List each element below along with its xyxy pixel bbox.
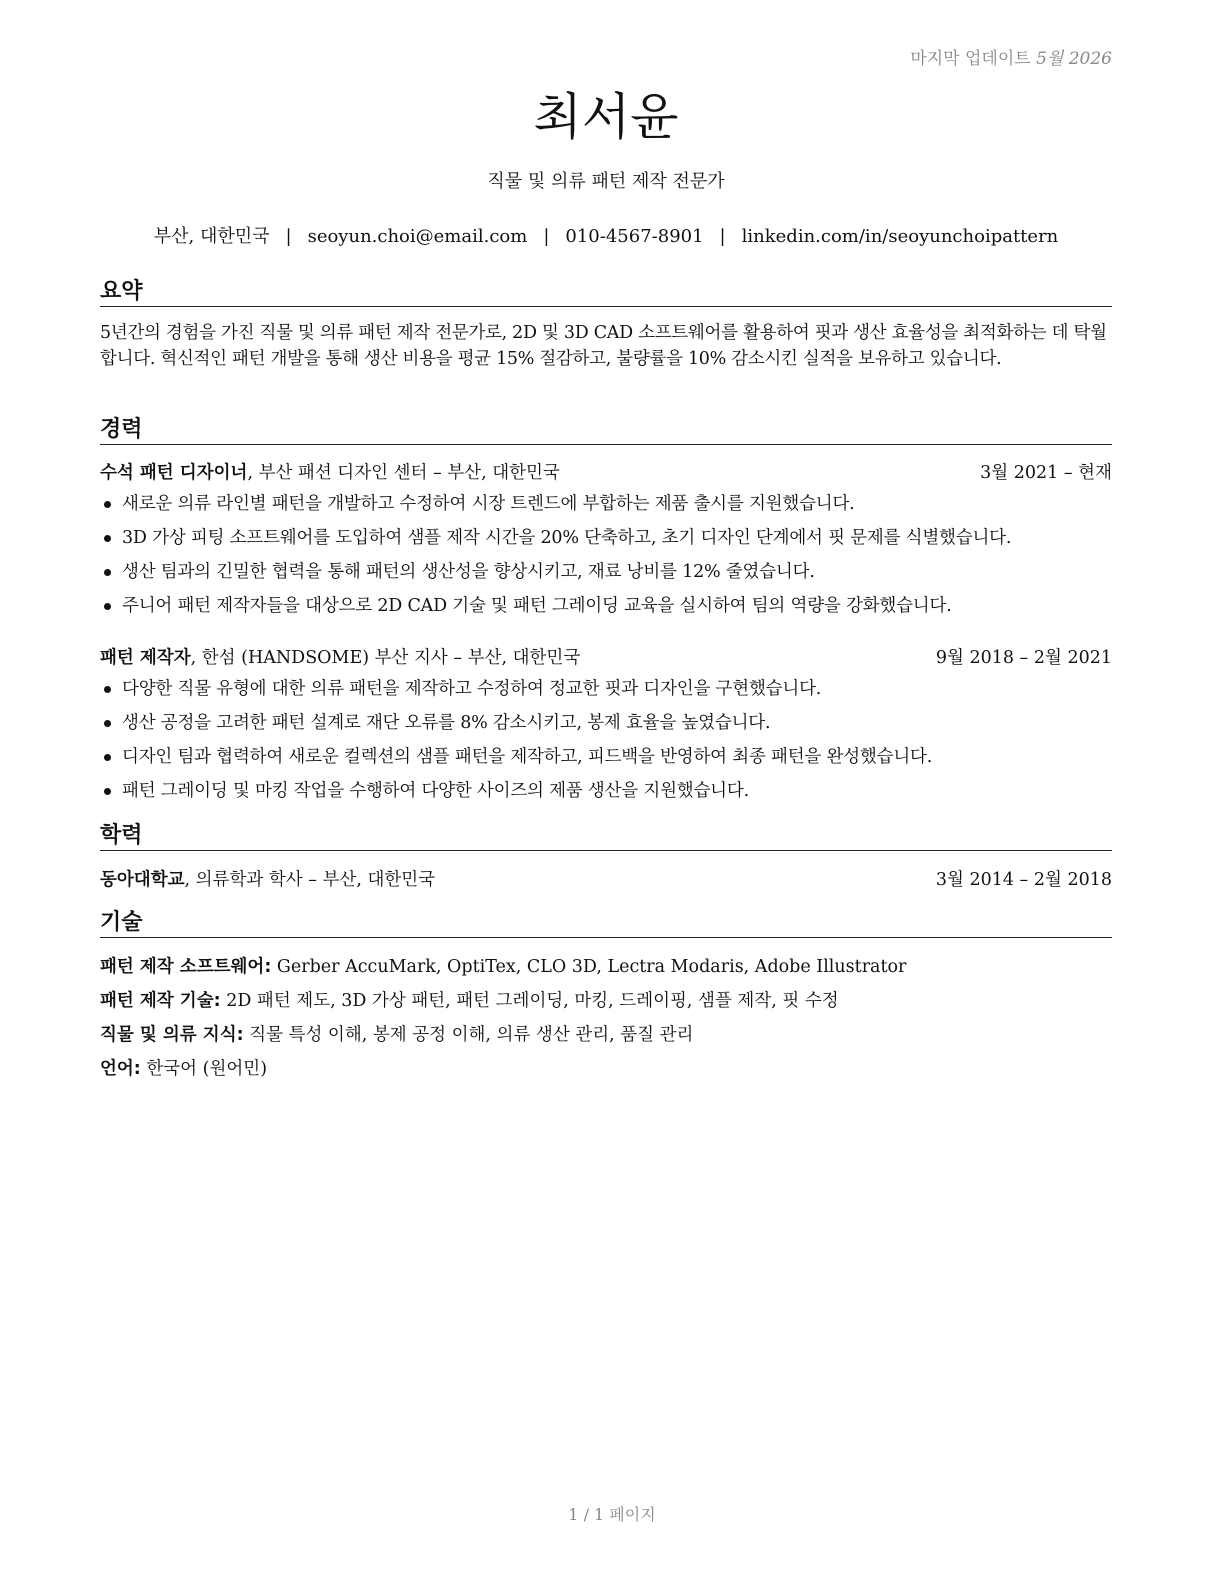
- last-updated-label: 마지막 업데이트: [910, 49, 1031, 69]
- list-item: 3D 가상 피팅 소프트웨어를 도입하여 샘플 제작 시간을 20% 단축하고, 초기 디자인 단계에서 핏 문제를 식별했습니다.: [100, 525, 1112, 559]
- job-title: 패턴 제작자: [100, 648, 191, 668]
- list-item: 주니어 패턴 제작자들을 대상으로 2D CAD 기술 및 패턴 그레이딩 교육을 실시하여 팀의 역량을 강화했습니다.: [100, 593, 1112, 627]
- skill-row: [100, 988, 1112, 1022]
- experience-entry-header: [100, 645, 1112, 671]
- list-item: 새로운 의류 라인별 패턴을 개발하고 수정하여 시장 트렌드에 부합하는 제품 출시를 지원했습니다.: [100, 491, 1112, 525]
- contact-phone: 010-4567-8901: [565, 226, 704, 247]
- skill-label: 패턴 제작 소프트웨어:: [100, 957, 272, 977]
- list-item: 다양한 직물 유형에 대한 의류 패턴을 제작하고 수정하여 정교한 핏과 디자인을 구현했습니다.: [100, 676, 1112, 710]
- list-item: 패턴 그레이딩 및 마킹 작업을 수행하여 다양한 사이즈의 제품 생산을 지원했습니다.: [100, 778, 1112, 812]
- skills-list: [100, 954, 1112, 1090]
- experience-entry-header: [100, 460, 1112, 486]
- list-item: 디자인 팀과 협력하여 새로운 컬렉션의 샘플 패턴을 제작하고, 피드백을 반영하여 최종 패턴을 완성했습니다.: [100, 744, 1112, 778]
- skill-row: [100, 1022, 1112, 1056]
- school-name: 동아대학교: [100, 870, 185, 890]
- section-title-experience: 경력: [100, 416, 1112, 445]
- candidate-headline: 직물 및 의류 패턴 제작 전문가: [487, 171, 725, 192]
- list-item: 생산 팀과의 긴밀한 협력을 통해 패턴의 생산성을 향상시키고, 재료 낭비를 12% 줄였습니다.: [100, 559, 1112, 593]
- skill-label: 패턴 제작 기술:: [100, 991, 221, 1011]
- skill-label: 직물 및 의류 지식:: [100, 1025, 244, 1045]
- job-org: , 부산 패션 디자인 센터 – 부산, 대한민국: [247, 463, 560, 483]
- skill-row: [100, 954, 1112, 988]
- education-dates: 3월 2014 – 2월 2018: [935, 870, 1112, 890]
- section-title-skills: 기술: [100, 909, 1112, 938]
- job-dates: 3월 2021 – 현재: [980, 463, 1112, 483]
- section-title-summary: 요약: [100, 278, 1112, 307]
- skill-value: 직물 특성 이해, 봉제 공정 이해, 의류 생산 관리, 품질 관리: [243, 1025, 694, 1045]
- contact-line: [100, 224, 1112, 250]
- contact-linkedin[interactable]: linkedin.com/in/seoyunchoipattern: [741, 226, 1059, 247]
- section-title-education: 학력: [100, 822, 1112, 851]
- contact-separator: |: [543, 226, 550, 247]
- skill-value: 한국어 (원어민): [140, 1059, 268, 1079]
- education-entry: [100, 867, 1112, 893]
- contact-separator: |: [285, 226, 292, 247]
- experience-bullets: [100, 676, 1112, 812]
- list-item: 생산 공정을 고려한 패턴 설계로 재단 오류를 8% 감소시키고, 봉제 효율을 높였습니다.: [100, 710, 1112, 744]
- experience-bullets: [100, 491, 1112, 627]
- skill-row: [100, 1056, 1112, 1090]
- last-updated: [910, 44, 1112, 69]
- contact-email[interactable]: seoyun.choi@email.com: [307, 226, 528, 247]
- skill-value: Gerber AccuMark, OptiTex, CLO 3D, Lectra Modaris, Adobe Illustrator: [271, 957, 907, 977]
- candidate-name: 최서윤: [533, 88, 679, 146]
- page-number: 1 / 1 페이지: [568, 1505, 656, 1524]
- contact-separator: |: [719, 226, 726, 247]
- job-title: 수석 패턴 디자이너: [100, 463, 248, 483]
- job-dates: 9월 2018 – 2월 2021: [935, 648, 1112, 668]
- skill-value: 2D 패턴 제도, 3D 가상 패턴, 패턴 그레이딩, 마킹, 드레이핑, 샘플 제작, 핏 수정: [220, 991, 839, 1011]
- job-org: , 한섬 (HANDSOME) 부산 지사 – 부산, 대한민국: [190, 648, 581, 668]
- last-updated-date: 5월 2026: [1036, 49, 1112, 69]
- skill-label: 언어:: [100, 1059, 141, 1079]
- summary-text: 5년간의 경험을 가진 직물 및 의류 패턴 제작 전문가로, 2D 및 3D CAD 소프트웨어를 활용하여 핏과 생산 효율성을 최적화하는 데 탁월합니다. 혁신적인 패턴 개발을 통해 생산 비용을 평균 15% 절감하고, 불량률을 10% 감소시킨 실적을 보유하고 있습니다.: [100, 323, 1107, 369]
- degree-detail: , 의류학과 학사 – 부산, 대한민국: [184, 870, 436, 890]
- contact-location: 부산, 대한민국: [153, 226, 270, 247]
